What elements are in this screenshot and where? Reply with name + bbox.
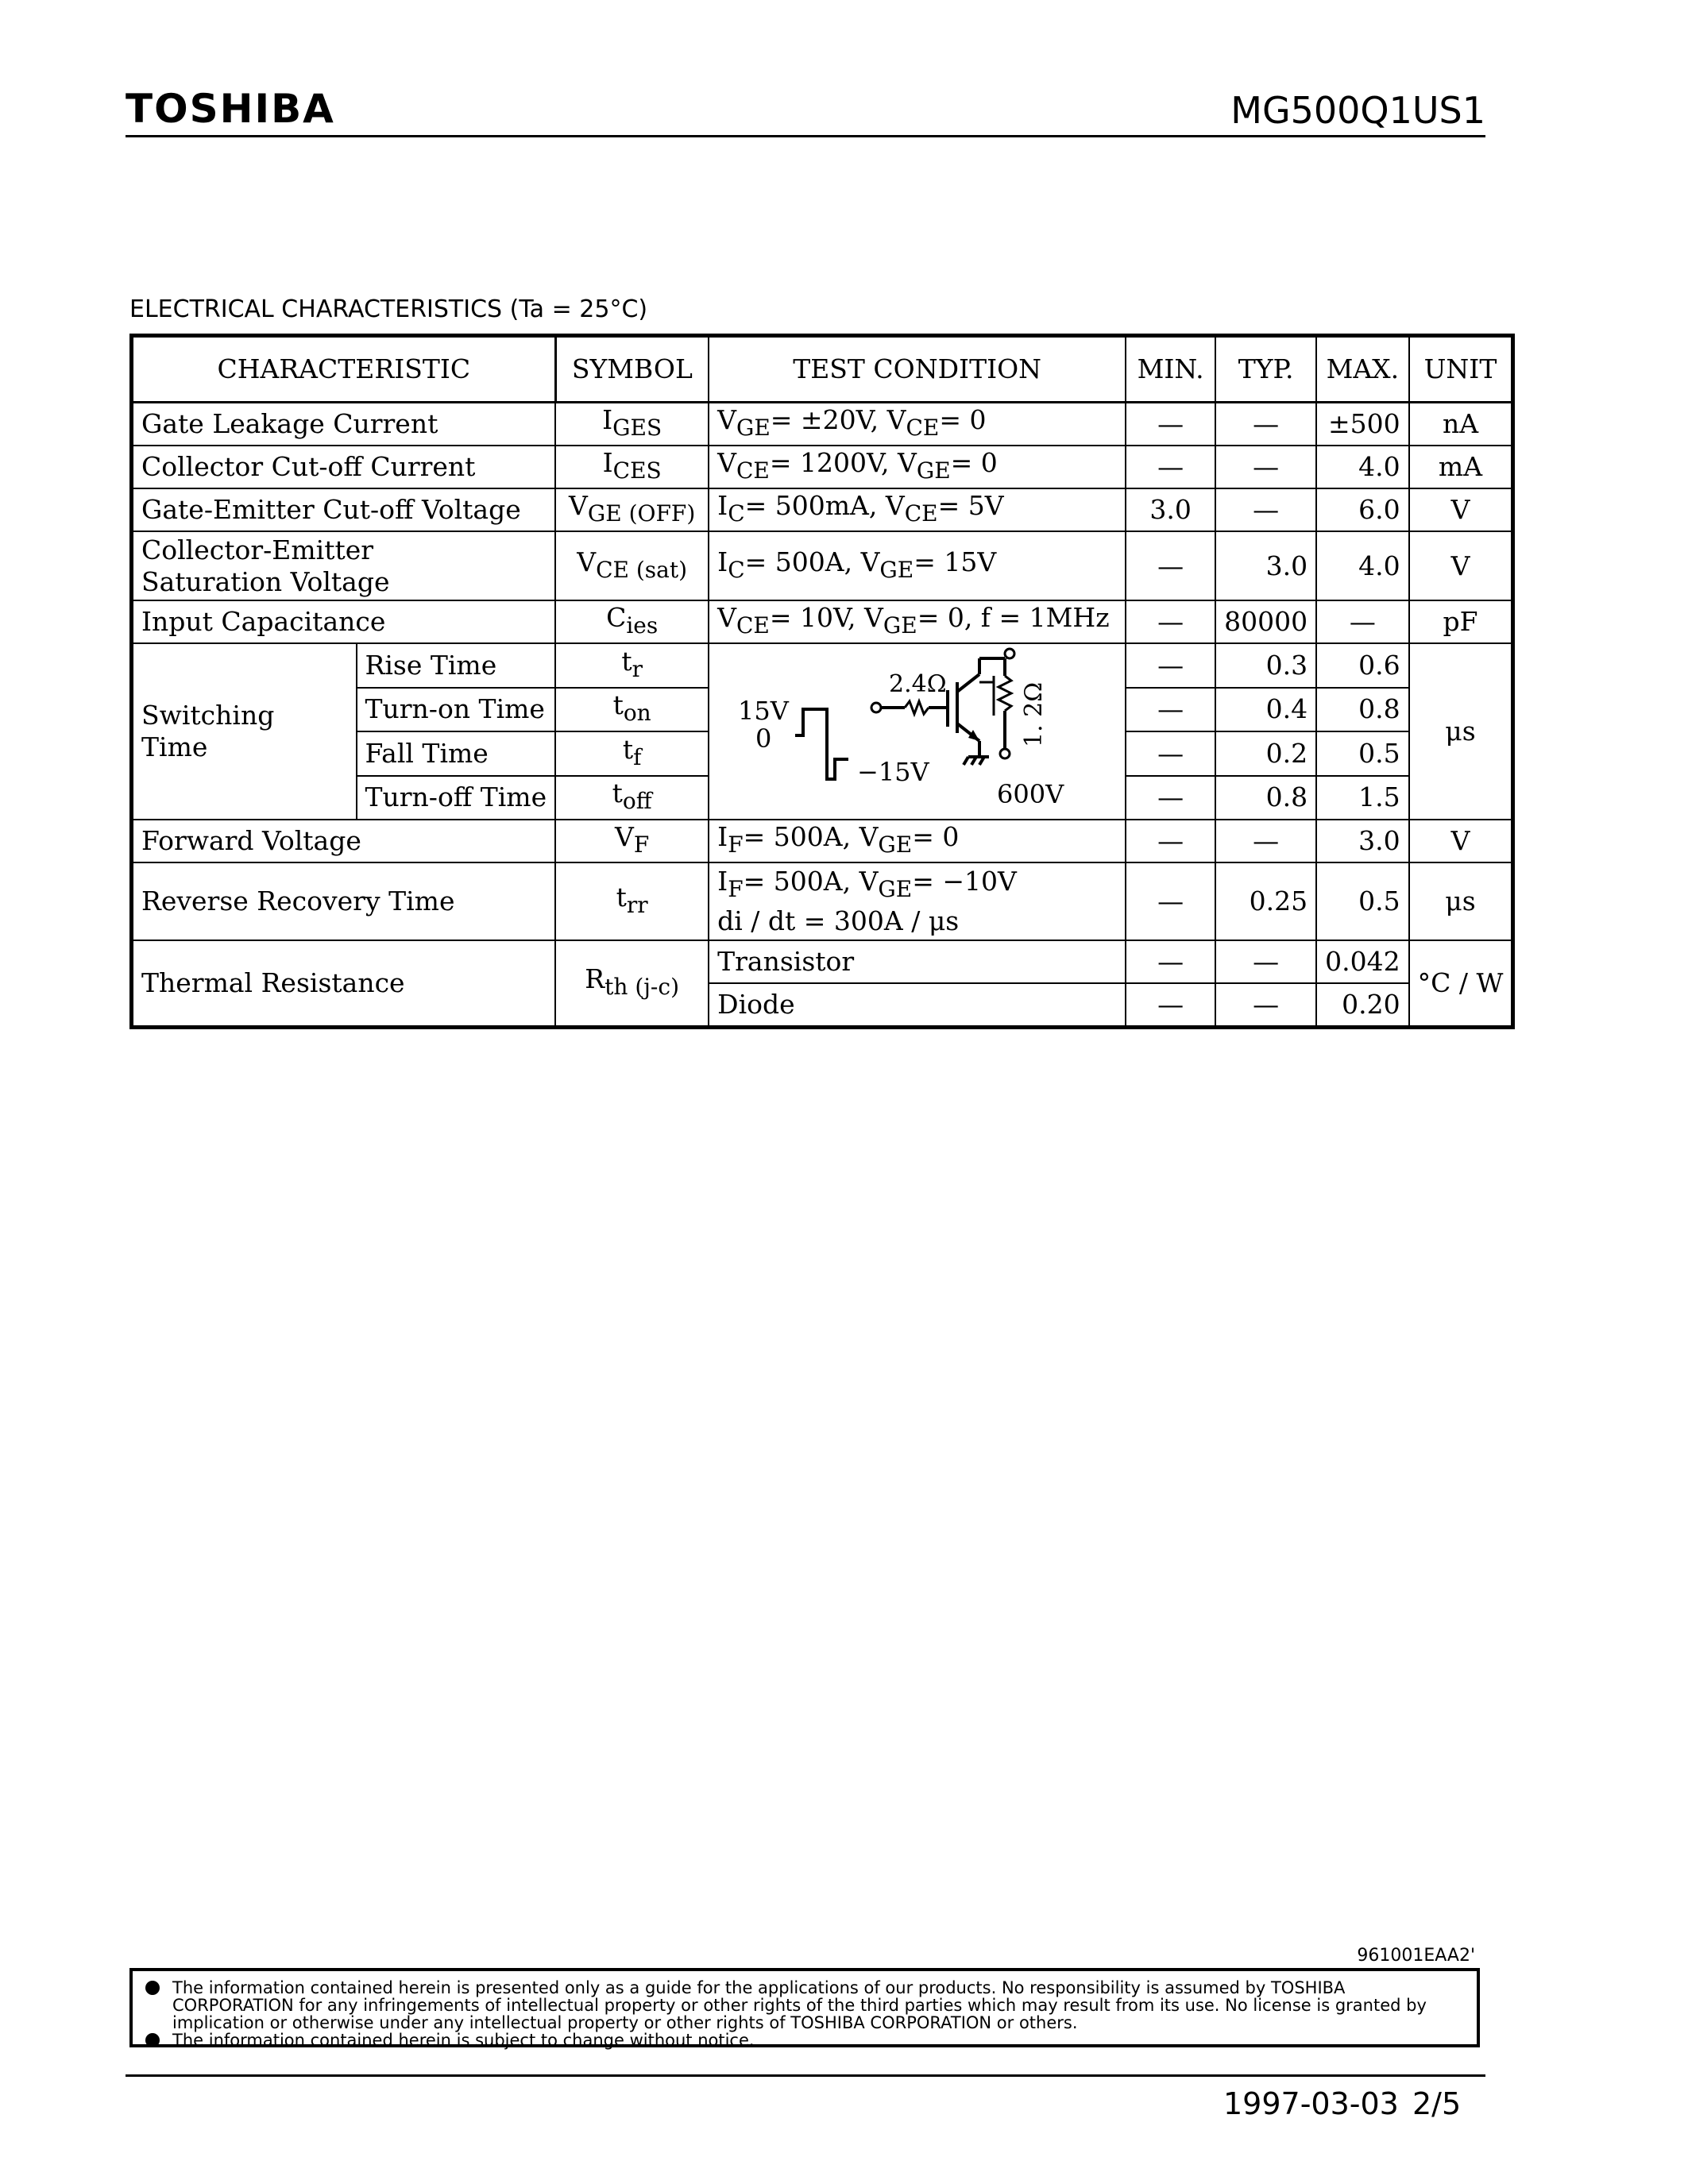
page-number: 2/5 <box>1412 2086 1462 2121</box>
table-row <box>132 488 1513 531</box>
switching-group-label: Switching Time <box>132 643 357 820</box>
pulse-high-label: 15V <box>738 696 789 726</box>
row-condition: $V_{GE}= \pm 20V$, $V_{CE}= 0$ <box>709 403 1126 446</box>
row-min: — <box>1126 862 1215 940</box>
col-typ: TYP. <box>1215 336 1316 403</box>
electrical-characteristics-table <box>129 334 1515 1029</box>
row-unit: pF <box>1409 600 1513 643</box>
row-min: 3.0 <box>1126 488 1215 531</box>
characteristics-table-wrap <box>129 334 1515 1029</box>
row-typ: 0.8 <box>1215 776 1316 820</box>
row-typ: 80000 <box>1215 600 1316 643</box>
table-row <box>132 940 1513 983</box>
row-max: 0.5 <box>1316 731 1408 776</box>
col-max: MAX. <box>1316 336 1408 403</box>
row-symbol: $t_{on}$ <box>555 688 709 732</box>
row-min: — <box>1126 688 1215 732</box>
load-resistor-label: 1. 2Ω <box>1020 681 1049 747</box>
table-header-row <box>132 336 1513 403</box>
row-name: Reverse Recovery Time <box>132 862 556 940</box>
row-unit: nA <box>1409 403 1513 446</box>
row-min: — <box>1126 731 1215 776</box>
row-condition: $V_{CE}= 10V$, $V_{GE}= 0$, f = 1MHz <box>709 600 1126 643</box>
row-symbol: $V_F$ <box>555 820 709 862</box>
row-typ: 0.2 <box>1215 731 1316 776</box>
table-row <box>132 862 1513 940</box>
bullet-icon <box>145 1981 160 1995</box>
row-max: 3.0 <box>1316 820 1408 862</box>
document-id: 961001EAA2' <box>1357 1946 1475 1966</box>
row-symbol: $I_{CES}$ <box>555 446 709 488</box>
row-max: ±500 <box>1316 403 1408 446</box>
brand-logo: TOSHIBA <box>126 86 335 132</box>
row-symbol: $C_{ies}$ <box>555 600 709 643</box>
table-row <box>132 600 1513 643</box>
row-symbol: $t_{rr}$ <box>555 862 709 940</box>
row-max: 0.042 <box>1316 940 1408 983</box>
switching-circuit-diagram <box>709 644 1125 819</box>
row-condition: $I_C= 500mA$, $V_{CE}= 5V$ <box>709 488 1126 531</box>
row-condition: $I_F= 500A$, $V_{GE}= 0$ <box>709 820 1126 862</box>
row-name: Input Capacitance <box>132 600 556 643</box>
table-row <box>132 446 1513 488</box>
section-title: ELECTRICAL CHARACTERISTICS (Ta = 25°C) <box>129 295 648 323</box>
row-typ: 0.25 <box>1215 862 1316 940</box>
row-min: — <box>1126 983 1215 1028</box>
pulse-zero-label: 0 <box>755 723 772 754</box>
gate-resistor-label: 2.4Ω <box>889 670 947 698</box>
row-max: 0.20 <box>1316 983 1408 1028</box>
part-number: MG500Q1US1 <box>1230 89 1485 132</box>
row-name: Collector Cut-off Current <box>132 446 556 488</box>
bullet-icon <box>145 2033 160 2047</box>
row-max: 1.5 <box>1316 776 1408 820</box>
col-min: MIN. <box>1126 336 1215 403</box>
row-min: — <box>1126 531 1215 600</box>
col-unit: UNIT <box>1409 336 1513 403</box>
row-max: 0.5 <box>1316 862 1408 940</box>
row-condition: Diode <box>709 983 1126 1028</box>
row-unit: °C / W <box>1409 940 1513 1028</box>
row-name: Gate-Emitter Cut-off Voltage <box>132 488 556 531</box>
row-symbol: $t_{off}$ <box>555 776 709 820</box>
pulse-low-label: −15V <box>857 757 929 787</box>
row-name: Gate Leakage Current <box>132 403 556 446</box>
col-characteristic: CHARACTERISTIC <box>132 336 556 403</box>
row-name: Thermal Resistance <box>132 940 556 1028</box>
row-symbol: $V_{GE (OFF)}$ <box>555 488 709 531</box>
row-unit: V <box>1409 531 1513 600</box>
row-max: 6.0 <box>1316 488 1408 531</box>
row-name: Turn-on Time <box>357 688 556 732</box>
disclaimer-item: The information contained herein is subject to change without notice. <box>144 2032 1466 2049</box>
row-min: — <box>1126 403 1215 446</box>
row-min: — <box>1126 643 1215 688</box>
row-name: Rise Time <box>357 643 556 688</box>
row-min: — <box>1126 600 1215 643</box>
row-max: 4.0 <box>1316 446 1408 488</box>
row-unit: μs <box>1409 862 1513 940</box>
table-row <box>132 531 1513 600</box>
footer-date: 1997-03-03 <box>1223 2086 1399 2121</box>
row-typ: — <box>1215 488 1316 531</box>
table-row <box>132 820 1513 862</box>
row-max: — <box>1316 600 1408 643</box>
row-max: 4.0 <box>1316 531 1408 600</box>
row-typ: — <box>1215 983 1316 1028</box>
gate-pulse-waveform <box>795 709 848 779</box>
row-unit: V <box>1409 488 1513 531</box>
row-typ: — <box>1215 940 1316 983</box>
row-typ: — <box>1215 446 1316 488</box>
row-min: — <box>1126 940 1215 983</box>
row-min: — <box>1126 820 1215 862</box>
row-condition: $V_{CE}= 1200V$, $V_{GE}= 0$ <box>709 446 1126 488</box>
row-unit: V <box>1409 820 1513 862</box>
row-min: — <box>1126 776 1215 820</box>
row-name: Collector-Emitter Saturation Voltage <box>132 531 556 600</box>
row-min: — <box>1126 446 1215 488</box>
col-symbol: SYMBOL <box>555 336 709 403</box>
table-row <box>132 643 1513 688</box>
header-rule <box>126 135 1485 137</box>
supply-voltage-label: 600V <box>997 779 1064 809</box>
row-condition: Transistor <box>709 940 1126 983</box>
row-typ: 0.3 <box>1215 643 1316 688</box>
row-max: 0.6 <box>1316 643 1408 688</box>
row-symbol: $t_f$ <box>555 731 709 776</box>
disclaimer-item: The information contained herein is presented only as a guide for the applications of our products. No responsibility is assumed by TOSHIBA CORPORATION for any infringements of intellectual property or other rights of the third parties which may result from its use. No license is granted by implication or otherwise under any intellectual property or other rights of TOSHIBA CORPORATION or others. <box>144 1979 1466 2032</box>
switching-test-circuit <box>709 643 1126 820</box>
disclaimer-box <box>129 1968 1480 2050</box>
row-unit: mA <box>1409 446 1513 488</box>
row-typ: — <box>1215 820 1316 862</box>
row-name: Forward Voltage <box>132 820 556 862</box>
row-symbol: $t_r$ <box>555 643 709 688</box>
row-condition: $I_C= 500A$, $V_{GE}= 15V$ <box>709 531 1126 600</box>
row-name: Fall Time <box>357 731 556 776</box>
row-symbol: $I_{GES}$ <box>555 403 709 446</box>
col-test-condition: TEST CONDITION <box>709 336 1126 403</box>
row-typ: 0.4 <box>1215 688 1316 732</box>
row-symbol: $R_{th (j-c)}$ <box>555 940 709 1028</box>
row-condition: $I_F= 500A$, $V_{GE}= -10V$ di / dt = 300A / μs <box>709 862 1126 940</box>
row-typ: 3.0 <box>1215 531 1316 600</box>
switching-unit: μs <box>1409 643 1513 820</box>
footer-rule <box>126 2074 1485 2077</box>
table-row <box>132 403 1513 446</box>
row-name: Turn-off Time <box>357 776 556 820</box>
row-typ: — <box>1215 403 1316 446</box>
row-symbol: $V_{CE (sat)}$ <box>555 531 709 600</box>
row-max: 0.8 <box>1316 688 1408 732</box>
